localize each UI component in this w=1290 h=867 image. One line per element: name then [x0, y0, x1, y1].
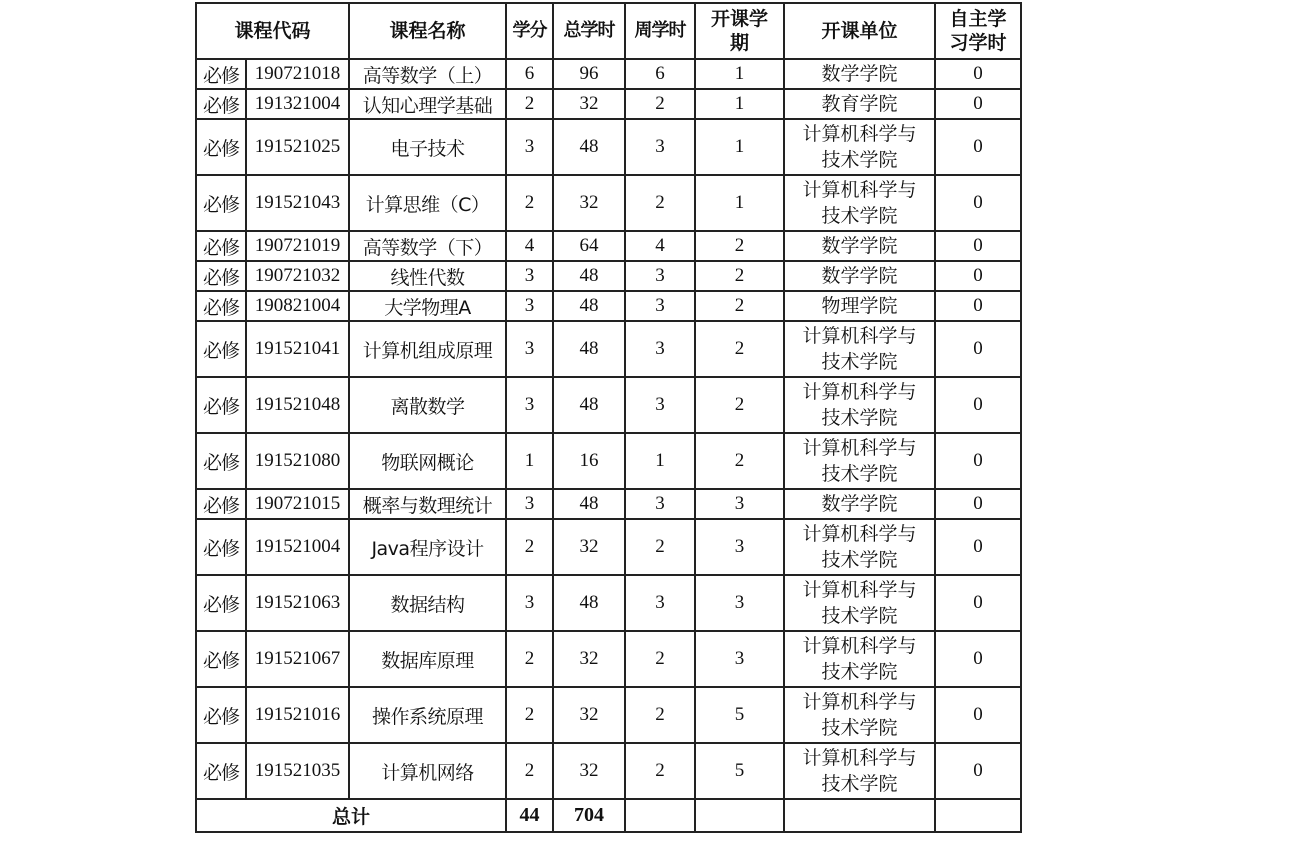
total-weekly-hours-empty [625, 799, 695, 832]
course-name-cell: 物联网概论 [349, 433, 506, 489]
weekly-hours-cell: 1 [625, 433, 695, 489]
semester-cell: 1 [695, 89, 784, 119]
header-self-study-line2: 习学时 [949, 32, 1007, 54]
total-semester-empty [695, 799, 784, 832]
total-hours-cell: 32 [553, 89, 625, 119]
semester-cell: 2 [695, 261, 784, 291]
self-study-hours-cell: 0 [935, 261, 1021, 291]
course-code-cell: 191521043 [246, 175, 349, 231]
department-cell [784, 291, 935, 321]
department-cell [784, 489, 935, 519]
header-credit: 学分 [506, 3, 553, 59]
course-code-cell: 191521041 [246, 321, 349, 377]
table-row [196, 489, 1021, 519]
department-cell [784, 519, 935, 575]
department-cell [784, 687, 935, 743]
header-weekly-hours: 周学时 [625, 3, 695, 59]
department-cell [784, 231, 935, 261]
course-type-cell: 必修 [196, 377, 246, 433]
self-study-hours-cell: 0 [935, 231, 1021, 261]
credit-cell: 3 [506, 575, 553, 631]
course-type-cell: 必修 [196, 119, 246, 175]
semester-cell: 5 [695, 687, 784, 743]
weekly-hours-cell: 3 [625, 489, 695, 519]
course-name-cell: Java程序设计 [349, 519, 506, 575]
curriculum-table [195, 2, 1022, 833]
course-name-cell: 线性代数 [349, 261, 506, 291]
department-line1: 物理学院 [821, 295, 898, 317]
total-hours-cell: 32 [553, 631, 625, 687]
department-cell [784, 377, 935, 433]
weekly-hours-cell: 3 [625, 261, 695, 291]
total-department-empty [784, 799, 935, 832]
semester-cell: 5 [695, 743, 784, 799]
department-line2: 技术学院 [821, 549, 898, 571]
table-row [196, 321, 1021, 377]
course-name-cell: 计算机网络 [349, 743, 506, 799]
weekly-hours-cell: 3 [625, 575, 695, 631]
self-study-hours-cell: 0 [935, 743, 1021, 799]
header-department: 开课单位 [784, 3, 935, 59]
credit-cell: 3 [506, 377, 553, 433]
department-line1: 计算机科学与 [802, 635, 917, 657]
table-row [196, 261, 1021, 291]
weekly-hours-cell: 2 [625, 687, 695, 743]
course-code-cell: 190721019 [246, 231, 349, 261]
header-course-code: 课程代码 [196, 3, 349, 59]
semester-cell: 1 [695, 175, 784, 231]
course-code-cell: 190821004 [246, 291, 349, 321]
department-line2: 技术学院 [821, 605, 898, 627]
table-row [196, 377, 1021, 433]
header-row [196, 3, 1021, 59]
department-line2: 技术学院 [821, 463, 898, 485]
department-line1: 数学学院 [821, 493, 898, 515]
weekly-hours-cell: 2 [625, 743, 695, 799]
semester-cell: 2 [695, 231, 784, 261]
course-type-cell: 必修 [196, 291, 246, 321]
self-study-hours-cell: 0 [935, 321, 1021, 377]
table-row [196, 519, 1021, 575]
department-line2: 技术学院 [821, 661, 898, 683]
weekly-hours-cell: 3 [625, 377, 695, 433]
department-line1: 计算机科学与 [802, 123, 917, 145]
course-type-cell: 必修 [196, 321, 246, 377]
semester-cell: 2 [695, 377, 784, 433]
self-study-hours-cell: 0 [935, 433, 1021, 489]
weekly-hours-cell: 2 [625, 519, 695, 575]
course-type-cell: 必修 [196, 575, 246, 631]
self-study-hours-cell: 0 [935, 631, 1021, 687]
course-code-cell: 190721018 [246, 59, 349, 89]
total-hours-cell: 48 [553, 119, 625, 175]
self-study-hours-cell: 0 [935, 489, 1021, 519]
credit-cell: 6 [506, 59, 553, 89]
semester-cell: 3 [695, 631, 784, 687]
department-cell [784, 175, 935, 231]
department-line2: 技术学院 [821, 149, 898, 171]
table-row [196, 687, 1021, 743]
total-hours-cell: 32 [553, 743, 625, 799]
total-credit: 44 [506, 799, 553, 832]
header-total-hours: 总学时 [553, 3, 625, 59]
department-line1: 数学学院 [821, 235, 898, 257]
table-row [196, 743, 1021, 799]
course-type-cell: 必修 [196, 489, 246, 519]
weekly-hours-cell: 4 [625, 231, 695, 261]
semester-cell: 2 [695, 433, 784, 489]
total-self-study-empty [935, 799, 1021, 832]
course-type-cell: 必修 [196, 631, 246, 687]
table-row [196, 575, 1021, 631]
course-name-cell: 电子技术 [349, 119, 506, 175]
total-hours-cell: 64 [553, 231, 625, 261]
total-hours-cell: 16 [553, 433, 625, 489]
total-hours-cell: 48 [553, 261, 625, 291]
table-body [196, 59, 1021, 799]
self-study-hours-cell: 0 [935, 575, 1021, 631]
department-cell [784, 119, 935, 175]
course-name-cell: 高等数学（下） [349, 231, 506, 261]
semester-cell: 1 [695, 119, 784, 175]
self-study-hours-cell: 0 [935, 119, 1021, 175]
department-cell [784, 631, 935, 687]
total-hours-cell: 48 [553, 377, 625, 433]
department-line1: 教育学院 [821, 93, 898, 115]
course-code-cell: 191521067 [246, 631, 349, 687]
course-type-cell: 必修 [196, 175, 246, 231]
credit-cell: 2 [506, 743, 553, 799]
credit-cell: 1 [506, 433, 553, 489]
header-semester [695, 3, 784, 59]
total-hours-cell: 32 [553, 687, 625, 743]
total-hours-cell: 48 [553, 321, 625, 377]
table-row [196, 175, 1021, 231]
table-row [196, 89, 1021, 119]
department-line2: 技术学院 [821, 351, 898, 373]
course-type-cell: 必修 [196, 89, 246, 119]
total-hours-cell: 48 [553, 489, 625, 519]
weekly-hours-cell: 6 [625, 59, 695, 89]
course-type-cell: 必修 [196, 261, 246, 291]
self-study-hours-cell: 0 [935, 175, 1021, 231]
credit-cell: 4 [506, 231, 553, 261]
credit-cell: 2 [506, 687, 553, 743]
total-row [196, 799, 1021, 832]
course-code-cell: 191521025 [246, 119, 349, 175]
header-self-study [935, 3, 1021, 59]
department-line1: 计算机科学与 [802, 179, 917, 201]
department-line2: 技术学院 [821, 717, 898, 739]
total-hours-cell: 96 [553, 59, 625, 89]
table-row [196, 231, 1021, 261]
course-name-cell: 操作系统原理 [349, 687, 506, 743]
total-label: 总计 [196, 799, 506, 832]
credit-cell: 2 [506, 89, 553, 119]
department-cell [784, 433, 935, 489]
course-name-cell: 数据结构 [349, 575, 506, 631]
department-line2: 技术学院 [821, 407, 898, 429]
department-cell [784, 743, 935, 799]
weekly-hours-cell: 2 [625, 631, 695, 687]
course-type-cell: 必修 [196, 519, 246, 575]
department-line2: 技术学院 [821, 205, 898, 227]
header-semester-line2: 期 [730, 32, 750, 54]
department-cell [784, 89, 935, 119]
course-type-cell: 必修 [196, 743, 246, 799]
header-course-name: 课程名称 [349, 3, 506, 59]
table-row [196, 291, 1021, 321]
credit-cell: 2 [506, 631, 553, 687]
semester-cell: 3 [695, 489, 784, 519]
self-study-hours-cell: 0 [935, 59, 1021, 89]
table-row [196, 119, 1021, 175]
header-self-study-line1: 自主学 [949, 8, 1007, 30]
course-name-cell: 概率与数理统计 [349, 489, 506, 519]
course-type-cell: 必修 [196, 687, 246, 743]
self-study-hours-cell: 0 [935, 89, 1021, 119]
credit-cell: 3 [506, 489, 553, 519]
credit-cell: 2 [506, 175, 553, 231]
self-study-hours-cell: 0 [935, 519, 1021, 575]
department-cell [784, 321, 935, 377]
credit-cell: 3 [506, 119, 553, 175]
total-hours: 704 [553, 799, 625, 832]
course-type-cell: 必修 [196, 231, 246, 261]
semester-cell: 3 [695, 519, 784, 575]
semester-cell: 2 [695, 291, 784, 321]
weekly-hours-cell: 3 [625, 291, 695, 321]
course-code-cell: 191521063 [246, 575, 349, 631]
weekly-hours-cell: 3 [625, 321, 695, 377]
weekly-hours-cell: 2 [625, 175, 695, 231]
department-line1: 计算机科学与 [802, 523, 917, 545]
course-code-cell: 191521080 [246, 433, 349, 489]
self-study-hours-cell: 0 [935, 291, 1021, 321]
department-cell [784, 575, 935, 631]
course-name-cell: 计算机组成原理 [349, 321, 506, 377]
credit-cell: 2 [506, 519, 553, 575]
course-code-cell: 191321004 [246, 89, 349, 119]
course-code-cell: 191521048 [246, 377, 349, 433]
department-line1: 计算机科学与 [802, 579, 917, 601]
table-row [196, 433, 1021, 489]
credit-cell: 3 [506, 291, 553, 321]
department-line1: 计算机科学与 [802, 747, 917, 769]
total-hours-cell: 32 [553, 175, 625, 231]
course-code-cell: 190721015 [246, 489, 349, 519]
table-row [196, 59, 1021, 89]
department-line1: 计算机科学与 [802, 691, 917, 713]
department-line2: 技术学院 [821, 773, 898, 795]
department-line1: 数学学院 [821, 63, 898, 85]
course-code-cell: 191521016 [246, 687, 349, 743]
course-name-cell: 数据库原理 [349, 631, 506, 687]
weekly-hours-cell: 2 [625, 89, 695, 119]
credit-cell: 3 [506, 321, 553, 377]
course-name-cell: 认知心理学基础 [349, 89, 506, 119]
department-line1: 计算机科学与 [802, 325, 917, 347]
course-type-cell: 必修 [196, 59, 246, 89]
course-code-cell: 190721032 [246, 261, 349, 291]
department-line1: 计算机科学与 [802, 381, 917, 403]
course-type-cell: 必修 [196, 433, 246, 489]
total-hours-cell: 48 [553, 575, 625, 631]
self-study-hours-cell: 0 [935, 377, 1021, 433]
semester-cell: 1 [695, 59, 784, 89]
department-cell [784, 59, 935, 89]
course-code-cell: 191521035 [246, 743, 349, 799]
course-name-cell: 大学物理A [349, 291, 506, 321]
credit-cell: 3 [506, 261, 553, 291]
semester-cell: 2 [695, 321, 784, 377]
total-hours-cell: 48 [553, 291, 625, 321]
semester-cell: 3 [695, 575, 784, 631]
course-code-cell: 191521004 [246, 519, 349, 575]
course-name-cell: 高等数学（上） [349, 59, 506, 89]
course-name-cell: 计算思维（C） [349, 175, 506, 231]
weekly-hours-cell: 3 [625, 119, 695, 175]
department-line1: 计算机科学与 [802, 437, 917, 459]
table-row [196, 631, 1021, 687]
department-line1: 数学学院 [821, 265, 898, 287]
department-cell [784, 261, 935, 291]
header-semester-line1: 开课学 [711, 8, 769, 30]
total-hours-cell: 32 [553, 519, 625, 575]
course-name-cell: 离散数学 [349, 377, 506, 433]
self-study-hours-cell: 0 [935, 687, 1021, 743]
